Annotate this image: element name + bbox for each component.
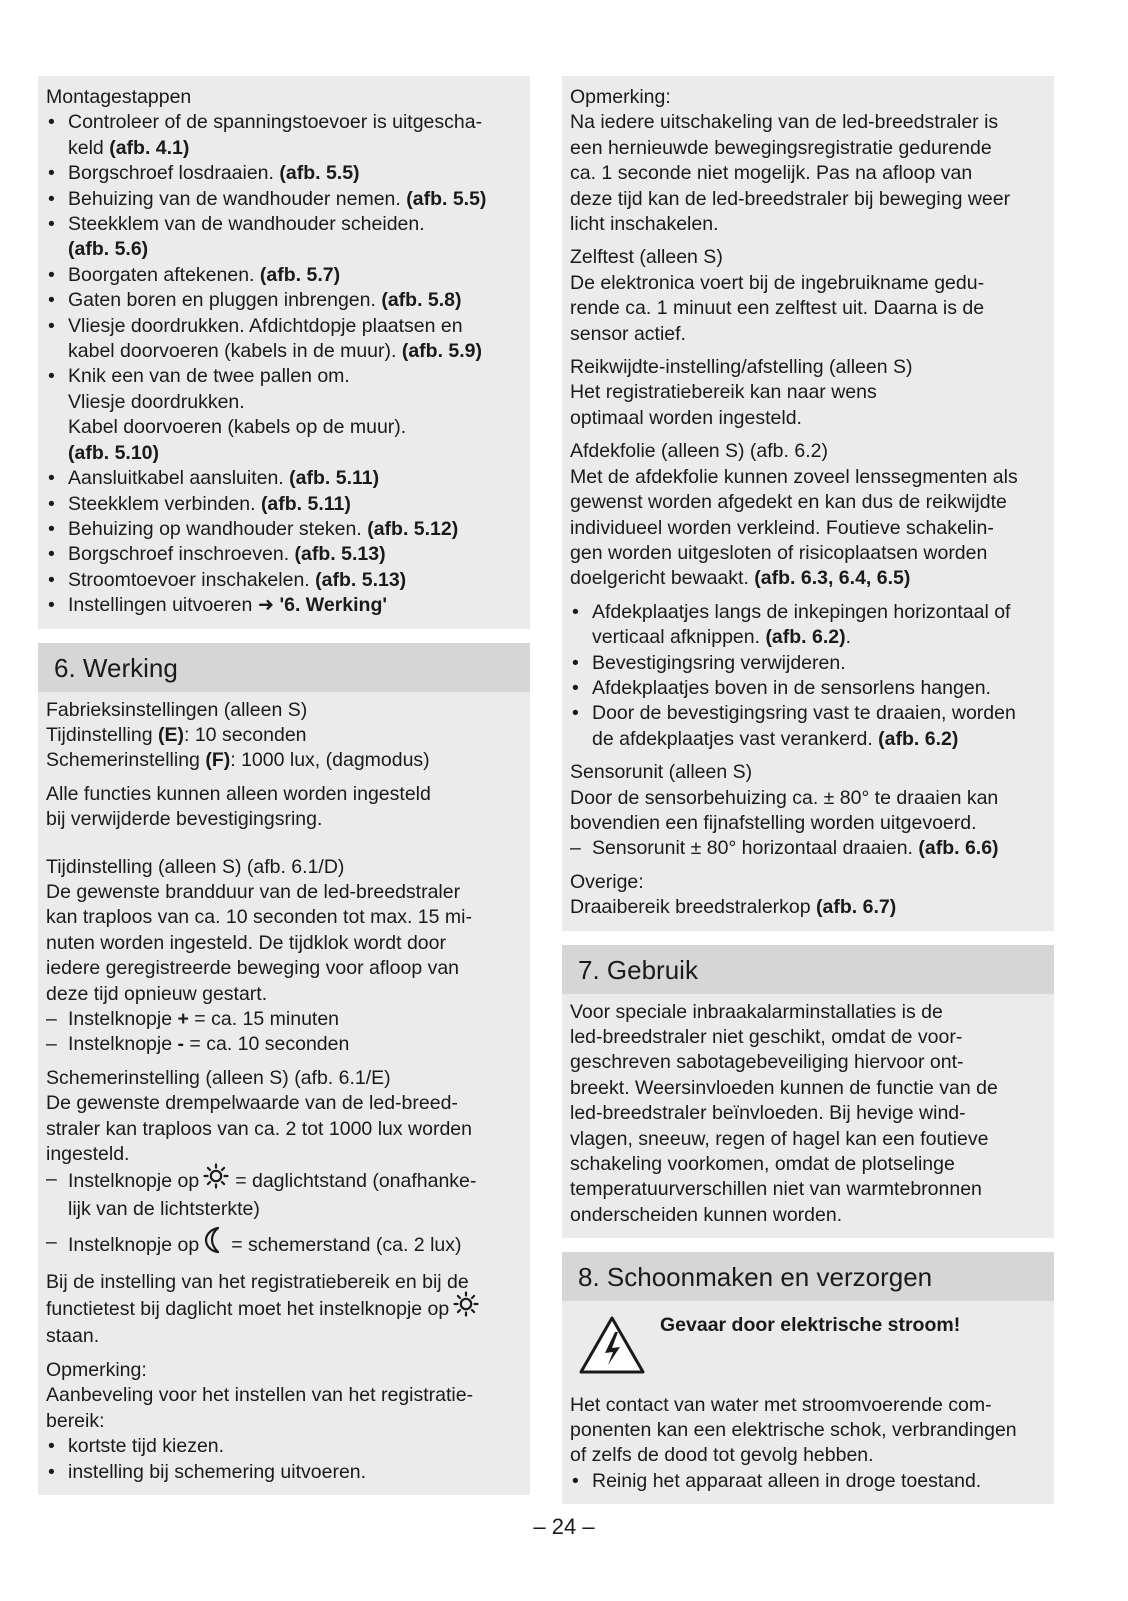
list-item: – Instelknopje + = ca. 15 minuten [46,1007,520,1032]
list-item: – Sensorunit ± 80° horizontaal draaien. (afb. 6.6) [570,836,1044,861]
warning-text: Gevaar door elektrische stroom! [660,1314,961,1337]
left-column [38,76,530,1495]
list-item: – Instelknopje op = daglichtstand (onafhanke- lijk van de lichtsterkte) [46,1167,520,1222]
afdekfolie-body: Met de afdekfolie kunnen zoveel lenssegmenten als gewenst worden afgedekt en kan dus de reikwijdte individueel worden verkleind. Foutieve schakelin- gen worden uitgesloten of risicoplaatsen worden doelgericht bewaakt. (afb. 6.3, 6.4, 6.5) [570,465,1018,590]
sensorunit-body: Door de sensorbehuizing ca. ± 80° te draaien kan bovendien een fijnafstelling worden uitgevoerd. [570,786,999,834]
overige-title: Overige: [570,870,644,893]
reikwijdte-title: Reikwijdte-instelling/afstelling (alleen S) [570,356,913,379]
section-header-werking: 6. Werking [38,643,530,692]
opmerking-body: Na iedere uitschakeling van de led-breedstraler is een hernieuwde bewegingsregistratie gedurende ca. 1 seconde niet mogelijk. Pas na afloop van deze tijd kan de led-breedstraler bij beweging weer licht inschakelen. [570,111,1011,236]
list-item: • kortste tijd kiezen. [46,1434,520,1459]
sun-icon [453,1291,479,1324]
list-item: • Borgschroef losdraaien. (afb. 5.5) [46,161,520,186]
opmerking-body: Aanbeveling voor het instellen van het registratie- bereik: [46,1384,474,1432]
schoonmaken-body: Het contact van water met stroomvoerende com- ponenten kan een elektrische schok, verbrandingen of zelfs de dood tot gevolg hebben. [570,1393,1017,1467]
opmerking-title: Opmerking: [46,1358,147,1381]
gebruik-section [562,994,1054,1239]
list-item: • Controleer of de spanningstoevoer is uitgescha- keld (afb. 4.1) [46,110,520,161]
list-item: • Stroomtoevoer inschakelen. (afb. 5.13) [46,568,520,593]
right-column [562,76,1054,1504]
afdekfolie-title: Afdekfolie (alleen S) (afb. 6.2) [570,440,828,463]
list-item: – Instelknopje op = schemerstand (ca. 2 lux) [46,1230,520,1261]
list-item: • instelling bij schemering uitvoeren. [46,1460,520,1485]
zelftest-body: De elektronica voert bij de ingebruikname gedu- rende ca. 1 minuut een zelftest uit. Daarna is de sensor actief. [570,271,985,345]
schoonmaken-list [570,1469,1044,1494]
montage-section [38,76,530,629]
section-header-schoonmaken: 8. Schoonmaken en verzorgen [562,1252,1054,1301]
list-item: • Instellingen uitvoeren ➜ '6. Werking' [46,593,520,618]
tijd-knoppen [46,1007,520,1058]
tijd-title: Tijdinstelling (alleen S) (afb. 6.1/D) [46,855,345,878]
arrow-right-icon: ➜ [257,594,275,617]
tijd-body: De gewenste brandduur van de led-breedstraler kan traploos van ca. 10 seconden tot max. 15 mi- nuten worden ingesteld. De tijdklok wordt door iedere geregistreerde beweging voor afloop van deze tijd opnieuw gestart. [46,880,472,1005]
instellingen-section [562,76,1054,931]
schemer-knoppen [46,1167,520,1261]
zelftest-title: Zelftest (alleen S) [570,246,723,269]
schemer-title: Schemerinstelling (alleen S) (afb. 6.1/E) [46,1066,391,1089]
list-item: • Behuizing van de wandhouder nemen. (afb. 5.5) [46,187,520,212]
factory-title: Fabrieksinstellingen (alleen S) [46,698,308,721]
list-item: • Behuizing op wandhouder steken. (afb. 5.12) [46,517,520,542]
all-functions-note: Alle functies kunnen alleen worden ingesteld bij verwijderde bevestigingsring. [46,782,431,831]
section-header-gebruik: 7. Gebruik [562,945,1054,994]
list-item: • Gaten boren en pluggen inbrengen. (afb. 5.8) [46,288,520,313]
list-item: • Borgschroef inschroeven. (afb. 5.13) [46,542,520,567]
overige-body: Draaibereik breedstralerkop (afb. 6.7) [570,896,897,919]
list-item: • Knik een van de twee pallen om. Vliesje doordrukken. Kabel doorvoeren (kabels op de muur). (afb. 5.10) [46,364,520,466]
list-item: • Aansluitkabel aansluiten. (afb. 5.11) [46,466,520,491]
werking-section [38,692,530,1495]
list-item: • Afdekplaatjes langs de inkepingen horizontaal of verticaal afknippen. (afb. 6.2). [570,600,1044,651]
page-number: – 24 – [533,1514,595,1539]
afdekfolie-list [570,600,1044,752]
opmerking-title: Opmerking: [570,86,671,108]
electric-hazard-icon [578,1315,646,1382]
sensorunit-list [570,836,1044,861]
list-item: • Steekklem verbinden. (afb. 5.11) [46,492,520,517]
warning-block [578,1315,1044,1382]
factory-schemer: Schemerinstelling (F): 1000 lux, (dagmodus) [46,749,430,772]
list-item: • Vliesje doordrukken. Afdichtdopje plaatsen en kabel doorvoeren (kabels in de muur). (afb. 5.9) [46,314,520,365]
moon-icon [203,1226,225,1261]
opmerking-list [46,1434,520,1485]
list-item: • Bevestigingsring verwijderen. [570,651,1044,676]
list-item: • Boorgaten aftekenen. (afb. 5.7) [46,263,520,288]
sensorunit-title: Sensorunit (alleen S) [570,761,753,784]
montage-steps [46,110,520,618]
list-item: • Reinig het apparaat alleen in droge toestand. [570,1469,1044,1494]
gebruik-body: Voor speciale inbraakalarminstallaties is de led-breedstraler niet geschikt, omdat de voor- geschreven sabotagebeveiliging hiervoor ont- breekt. Weersinvloeden kunnen de functie van de led-breedstraler beïnvloeden. Bij hevige wind- vlagen, sneeuw, regen of hagel kan een foutieve schakeling voorkomen, omdat de plotselinge temperatuurverschillen niet van warmtebronnen onderscheiden kunnen worden. [570,1000,998,1226]
list-item: • Steekklem van de wandhouder scheiden. (afb. 5.6) [46,212,520,263]
list-item: – Instelknopje - = ca. 10 seconden [46,1032,520,1057]
sun-icon [203,1163,229,1196]
montage-title: Montagestappen [46,86,192,108]
factory-tijd: Tijdinstelling (E): 10 seconden [46,723,307,746]
list-item: • Door de bevestigingsring vast te draaien, worden de afdekplaatjes vast verankerd. (afb. 6.2) [570,701,1044,752]
schemer-body: De gewenste drempelwaarde van de led-breed- straler kan traploos van ca. 2 tot 1000 lux worden ingesteld. [46,1092,472,1166]
reikwijdte-body: Het registratiebereik kan naar wens optimaal worden ingesteld. [570,381,877,429]
test-note: Bij de instelling van het registratiebereik en bij de functietest bij daglicht moet het instelknopje op staan. [46,1270,520,1350]
schoonmaken-section [562,1301,1054,1504]
list-item: • Afdekplaatjes boven in de sensorlens hangen. [570,676,1044,701]
